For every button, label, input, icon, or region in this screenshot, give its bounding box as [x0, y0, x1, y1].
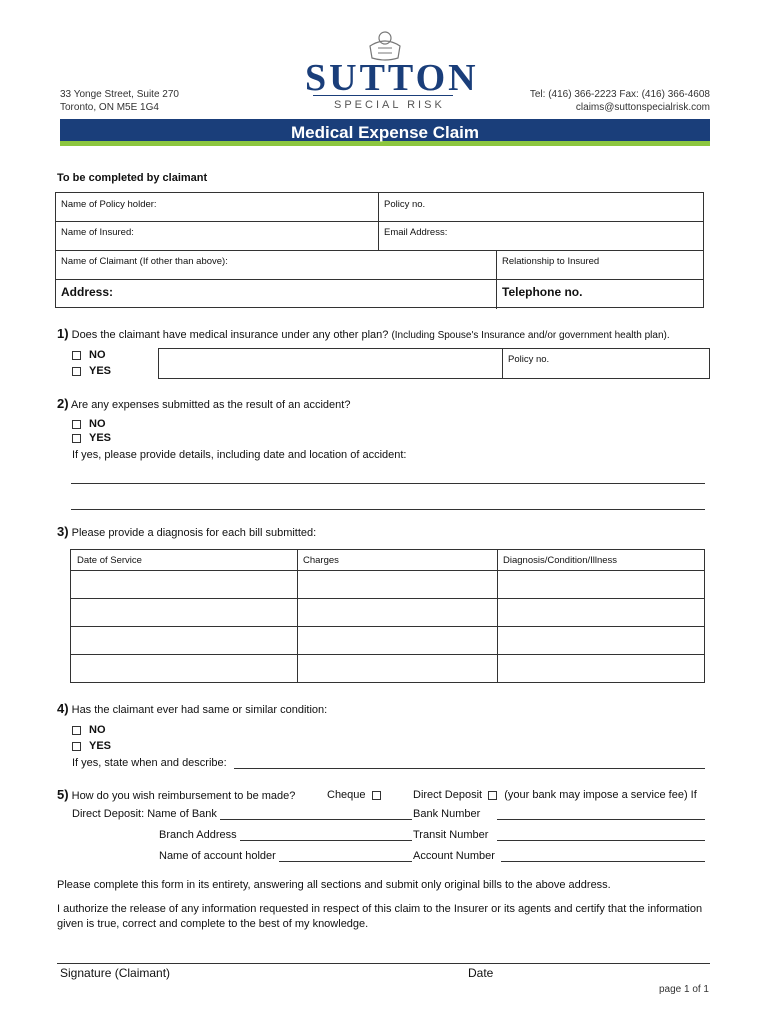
- logo-subtitle: SPECIAL RISK: [334, 99, 445, 111]
- company-contact: [530, 88, 710, 114]
- direct-deposit-checkbox[interactable]: [488, 791, 497, 800]
- col-divider: [378, 193, 379, 250]
- bank-name-input[interactable]: [220, 819, 412, 820]
- q1-no-option[interactable]: [72, 349, 106, 361]
- policy-no-field[interactable]: Policy no.: [384, 199, 426, 210]
- bank-name-label: Direct Deposit: Name of Bank: [72, 808, 217, 820]
- question-4: [57, 701, 327, 716]
- relationship-field[interactable]: Relationship to Insured: [502, 256, 600, 267]
- q2-followup: If yes, please provide details, including date and location of accident:: [72, 449, 407, 461]
- row-divider: [56, 221, 703, 222]
- row-divider: [56, 279, 703, 280]
- service-fee-note: (your bank may impose a service fee) If: [504, 789, 697, 801]
- q1-no-label: NO: [89, 349, 106, 361]
- contact-email: claims@suttonspecialrisk.com: [575, 102, 710, 113]
- policy-holder-field[interactable]: Name of Policy holder:: [61, 199, 157, 210]
- table-row-divider: [71, 598, 704, 599]
- column-header-diagnosis: Diagnosis/Condition/Illness: [503, 555, 618, 566]
- q2-no-label: NO: [89, 418, 106, 430]
- q1-policy-no-field[interactable]: Policy no.: [508, 354, 550, 365]
- question-5-text: How do you wish reimbursement to be made?: [71, 790, 296, 802]
- q2-yes-option[interactable]: [72, 432, 111, 444]
- form-title: Medical Expense Claim: [60, 119, 710, 146]
- company-address: [60, 88, 179, 114]
- question-5-number: 5): [57, 787, 69, 802]
- claimant-section-heading: To be completed by claimant: [57, 172, 208, 184]
- direct-deposit-option[interactable]: [413, 789, 697, 801]
- q4-no-label: NO: [89, 724, 106, 736]
- address-line-2: Toronto, ON M5E 1G4: [60, 102, 159, 113]
- col-divider: [496, 250, 497, 309]
- table-row-divider: [71, 626, 704, 627]
- bank-number-label: Bank Number: [413, 808, 481, 820]
- email-field[interactable]: Email Address:: [384, 227, 448, 238]
- question-4-number: 4): [57, 701, 69, 716]
- direct-deposit-label: Direct Deposit: [413, 789, 483, 801]
- cheque-option[interactable]: [327, 789, 389, 801]
- address-line-1: 33 Yonge Street, Suite 270: [60, 89, 179, 100]
- contact-phone-fax: Tel: (416) 366-2223 Fax: (416) 366-4608: [529, 89, 710, 100]
- q4-yes-option[interactable]: [72, 740, 111, 752]
- page-number: page 1 of 1: [658, 984, 709, 995]
- question-2-number: 2): [57, 396, 69, 411]
- q4-yes-checkbox[interactable]: [72, 742, 81, 751]
- question-1-number: 1): [57, 326, 69, 341]
- bank-number-input[interactable]: [497, 819, 705, 820]
- address-field[interactable]: Address:: [61, 285, 114, 299]
- cheque-label: Cheque: [327, 789, 366, 801]
- q2-answer-line[interactable]: [71, 483, 705, 484]
- cheque-checkbox[interactable]: [372, 791, 381, 800]
- transit-number-input[interactable]: [497, 840, 705, 841]
- logo-wordmark: SUTTON: [305, 57, 479, 99]
- table-header-divider: [71, 570, 704, 571]
- q1-no-checkbox[interactable]: [72, 351, 81, 360]
- question-2: [57, 396, 350, 411]
- signature-label: Signature (Claimant): [60, 966, 171, 980]
- question-1: [57, 326, 670, 341]
- instructions-text: Please complete this form in its entirety, answering all sections and submit only original bills to the above address.: [57, 879, 611, 891]
- question-3: [57, 524, 316, 539]
- logo-divider: [313, 95, 453, 96]
- q4-answer-line[interactable]: [234, 768, 705, 769]
- q4-followup: If yes, state when and describe:: [72, 757, 227, 769]
- q1-yes-label: YES: [89, 365, 112, 377]
- branch-address-label: Branch Address: [159, 829, 237, 841]
- question-1-text: Does the claimant have medical insurance under any other plan?: [71, 329, 389, 341]
- telephone-field[interactable]: Telephone no.: [502, 285, 583, 299]
- diagnosis-table: [70, 549, 705, 683]
- q2-answer-line[interactable]: [71, 509, 705, 510]
- column-header-charges: Charges: [303, 555, 339, 566]
- col-divider: [502, 349, 503, 378]
- claimant-info-table: [55, 192, 704, 308]
- q2-yes-checkbox[interactable]: [72, 434, 81, 443]
- q2-no-checkbox[interactable]: [72, 420, 81, 429]
- question-3-text: Please provide a diagnosis for each bill submitted:: [71, 527, 317, 539]
- claimant-name-field[interactable]: Name of Claimant (If other than above):: [61, 256, 228, 267]
- q1-yes-option[interactable]: [72, 365, 111, 377]
- branch-address-input[interactable]: [240, 840, 412, 841]
- account-holder-input[interactable]: [279, 861, 412, 862]
- question-2-text: Are any expenses submitted as the result of an accident?: [71, 399, 351, 411]
- transit-number-label: Transit Number: [413, 829, 489, 841]
- authorization-text: I authorize the release of any information requested in respect of this claim to the Insurer or its agents and certify that the information given is true, correct and complete to the best of my knowledge.: [57, 903, 703, 930]
- q2-yes-label: YES: [89, 432, 112, 444]
- row-divider: [56, 250, 703, 251]
- table-row-divider: [71, 654, 704, 655]
- account-number-label: Account Number: [413, 850, 495, 862]
- q4-no-checkbox[interactable]: [72, 726, 81, 735]
- q2-no-option[interactable]: [72, 418, 106, 430]
- account-number-input[interactable]: [501, 861, 705, 862]
- q4-yes-label: YES: [89, 740, 112, 752]
- q1-yes-checkbox[interactable]: [72, 367, 81, 376]
- question-4-text: Has the claimant ever had same or similar condition:: [71, 704, 328, 716]
- question-5: [57, 787, 295, 802]
- column-header-date: Date of Service: [77, 555, 142, 566]
- question-3-number: 3): [57, 524, 69, 539]
- q1-details-box[interactable]: [158, 348, 710, 379]
- date-label: Date: [468, 966, 494, 980]
- signature-line[interactable]: [57, 963, 710, 964]
- q4-no-option[interactable]: [72, 724, 106, 736]
- account-holder-label: Name of account holder: [159, 850, 276, 862]
- question-1-note: (Including Spouse's Insurance and/or government health plan).: [391, 330, 670, 341]
- insured-name-field[interactable]: Name of Insured:: [61, 227, 134, 238]
